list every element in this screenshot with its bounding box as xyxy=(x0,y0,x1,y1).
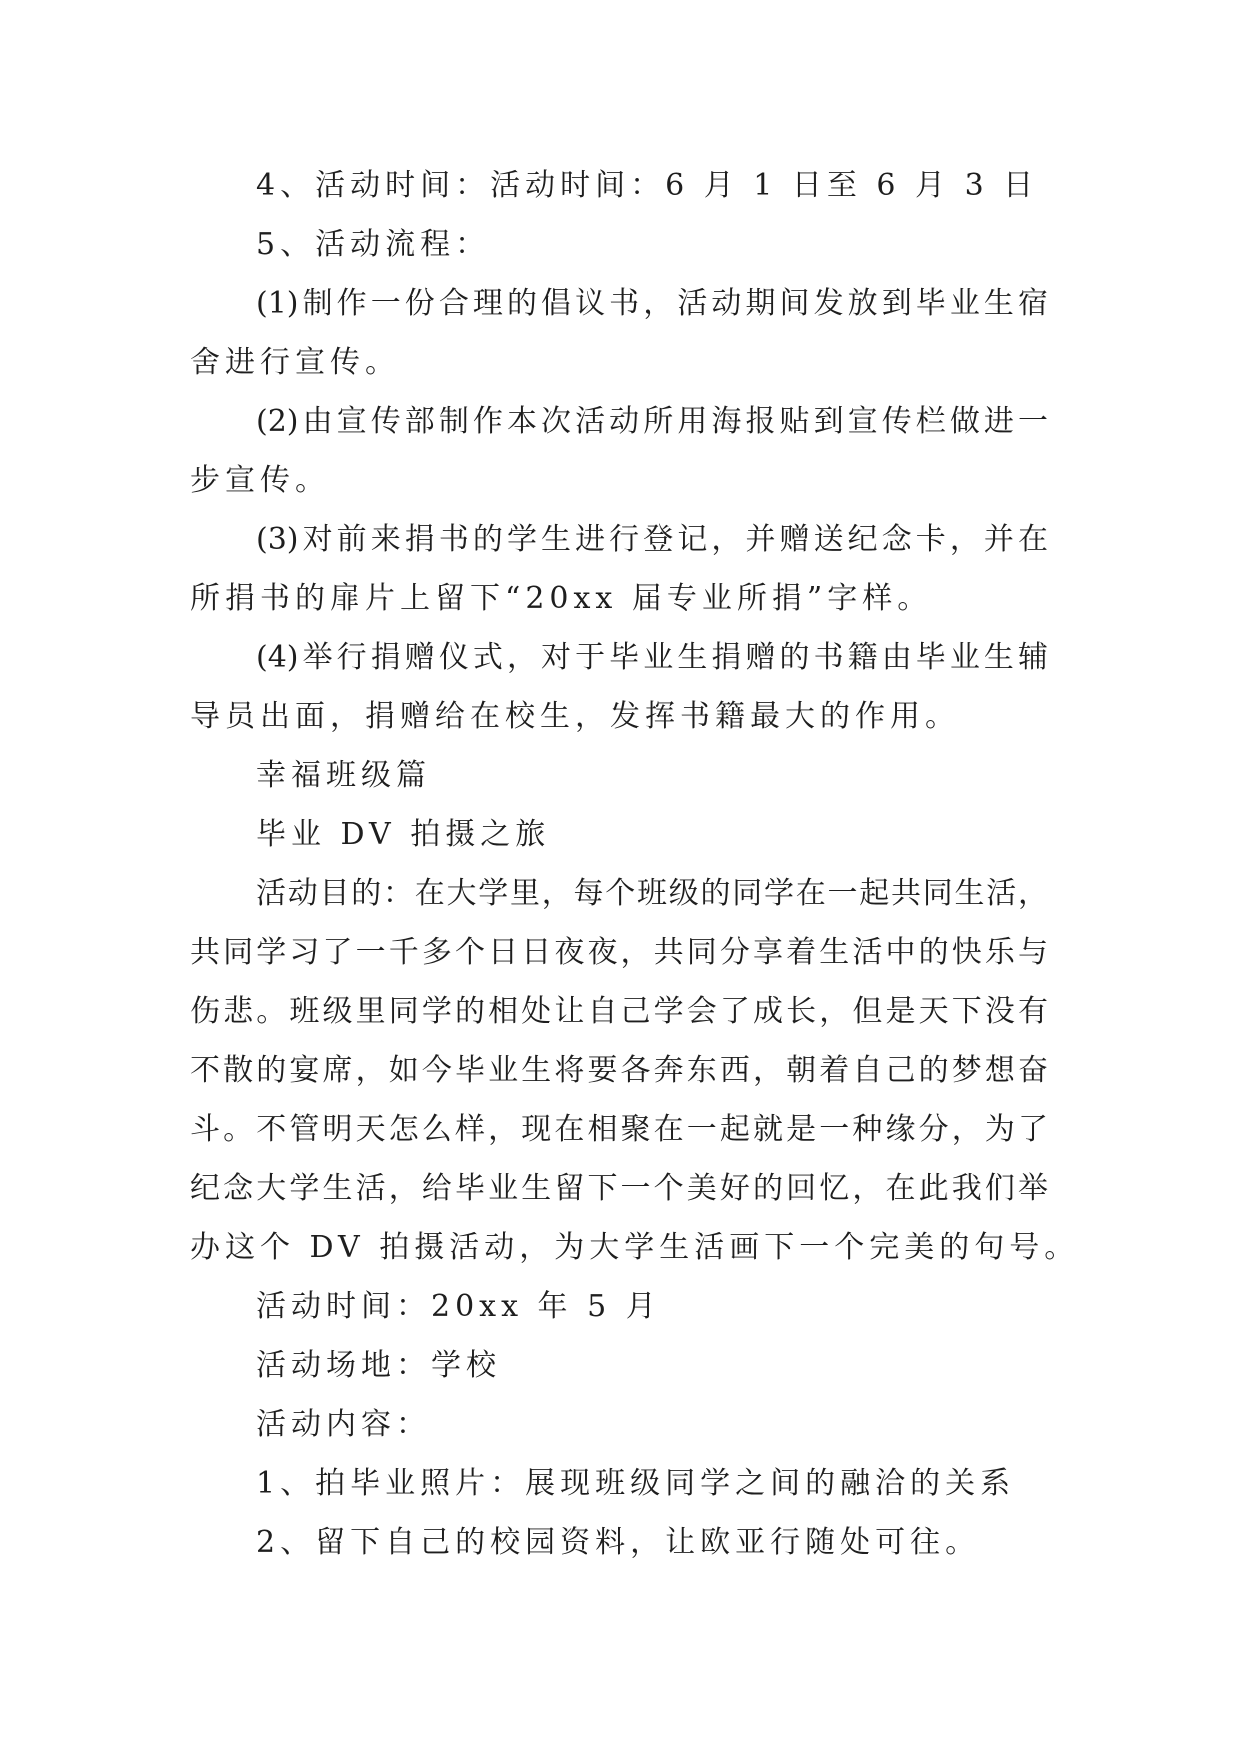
text-line: 共同学习了一千多个日日夜夜，共同分享着生活中的快乐与 xyxy=(190,935,1048,970)
text-line: 5、活动流程： xyxy=(256,227,491,262)
text-line: 活动场地：学校 xyxy=(256,1348,501,1383)
text-line: 所捐书的扉片上留下“20xx 届专业所捐”字样。 xyxy=(190,581,933,616)
text-line: 4、活动时间：活动时间：6 月 1 日至 6 月 3 日 xyxy=(256,168,1039,203)
text-line: (1)制作一份合理的倡议书，活动期间发放到毕业生宿 xyxy=(256,286,1048,321)
text-line: 活动时间：20xx 年 5 月 xyxy=(256,1289,661,1324)
text-line: 斗。不管明天怎么样，现在相聚在一起就是一种缘分，为了 xyxy=(190,1112,1048,1147)
text-line: (3)对前来捐书的学生进行登记，并赠送纪念卡，并在 xyxy=(256,522,1048,557)
text-line: 舍进行宣传。 xyxy=(190,345,400,380)
text-line: 活动内容： xyxy=(256,1407,431,1442)
text-line: 2、留下自己的校园资料，让欧亚行随处可往。 xyxy=(256,1525,981,1560)
text-line: 办这个 DV 拍摄活动，为大学生活画下一个完美的句号。 xyxy=(190,1230,1080,1265)
section-title: 幸福班级篇 xyxy=(256,758,431,793)
text-line: 纪念大学生活，给毕业生留下一个美好的回忆，在此我们举 xyxy=(190,1171,1048,1206)
activity-title: 毕业 DV 拍摄之旅 xyxy=(256,817,551,852)
text-line: 1、拍毕业照片：展现班级同学之间的融洽的关系 xyxy=(256,1466,1016,1501)
document-body xyxy=(190,156,1080,1572)
text-line: 导员出面，捐赠给在校生，发挥书籍最大的作用。 xyxy=(190,699,960,734)
text-line: (2)由宣传部制作本次活动所用海报贴到宣传栏做进一 xyxy=(256,404,1048,439)
text-line: 伤悲。班级里同学的相处让自己学会了成长，但是天下没有 xyxy=(190,994,1048,1029)
text-line: 步宣传。 xyxy=(190,463,330,498)
text-line: 活动目的：在大学里，每个班级的同学在一起共同生活， xyxy=(256,876,1048,911)
text-line: (4)举行捐赠仪式，对于毕业生捐赠的书籍由毕业生辅 xyxy=(256,640,1048,675)
text-line: 不散的宴席，如今毕业生将要各奔东西，朝着自己的梦想奋 xyxy=(190,1053,1048,1088)
